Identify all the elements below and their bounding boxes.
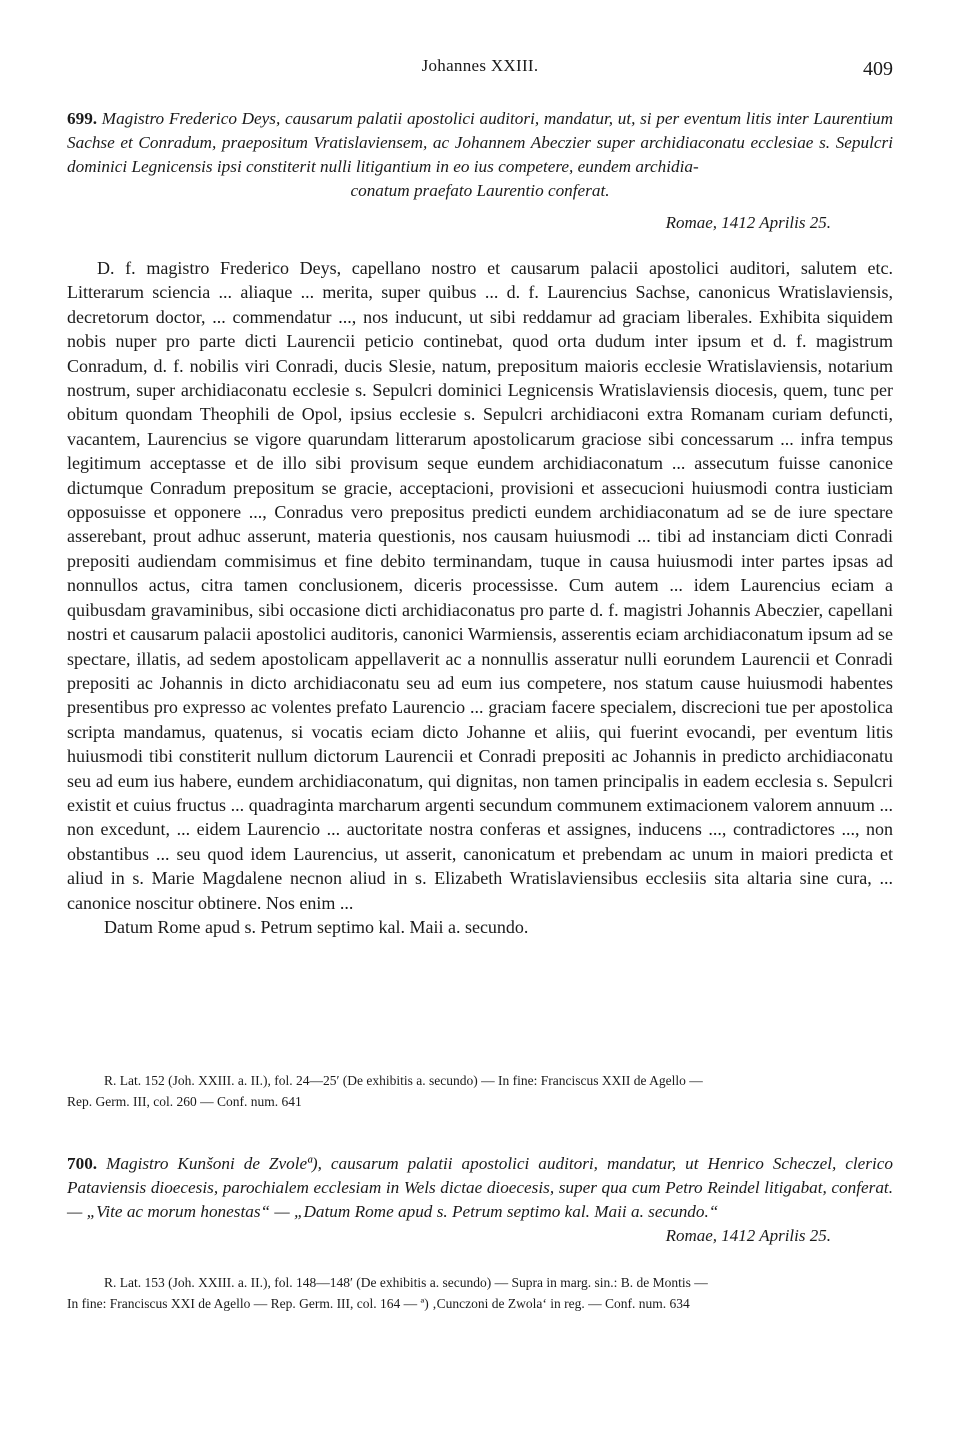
entry-699 [67,107,893,235]
entry-699-date: Romae, 1412 Aprilis 25. [665,213,831,232]
page-number: 409 [863,58,893,80]
entry-699-note [67,1070,893,1112]
entry-699-note-line2: Rep. Germ. III, col. 260 — Conf. num. 641 [67,1094,302,1109]
running-title: Johannes XXIII. [421,56,539,75]
entry-700-note-line2: In fine: Franciscus XXI de Agello — Rep. Germ. III, col. 164 — ª) ‚Cunczoni de Zwola‘ in reg. — Conf. num. 634 [67,1296,690,1311]
entry-699-summary [67,107,893,179]
running-head [67,56,893,86]
entry-700-note-line1: R. Lat. 153 (Joh. XXIII. a. II.), fol. 148—148′ (De exhibitis a. secundo) — Supra in marg. sin.: B. de Montis — [104,1275,708,1290]
entry-699-text [67,256,893,939]
entry-700-number: 700. [67,1154,98,1173]
entry-699-note-line1: R. Lat. 152 (Joh. XXIII. a. II.), fol. 24—25′ (De exhibitis a. secundo) — In fine: Franciscus XXII de Agello — [104,1073,703,1088]
entry-699-body: D. f. magistro Frederico Deys, capellano nostro et causarum palacii apostolici auditori, salutem etc. Litterarum sciencia ... aliaque ... merita, super quibus ... d. f. Laurencius Sachse, canonicus Wratislaviensis, decretorum doctor, ... commendatur ..., nos inducunt, ut sibi reddamur ad graciam liberales. Exhibita siquidem nobis nuper pro parte dicti Laurencii peticio continebat, quod orta dudum inter ipsum et d. f. magistrum Conradum, d. f. nobilis viri Conradi, ducis Slesie, natum, prepositum maioris ecclesie Wratislaviensis, notarium nostrum, super archidiaconatu ecclesie s. Sepulcri dominici Legnicensis Wratislaviensis diocesis, quem, tunc per obitum quondam Theophili de Opol, ipsius ecclesie s. Sepulcri archidiaconi extra Romanam curiam defuncti, vacantem, Laurencius se vigore quarundam litterarum apostolicarum graciose sibi concessarum ... infra tempus legitimum acceptasse et de illo sibi provisum seque eundem archidiaconatum ... assecutum fuisse canonice dictumque Conradum prepositum se gracie, acceptacioni, provisioni et assecucioni huiusmodi contra iusticiam opposuisse et opponere ..., Conradus vero prepositus predicti eundem archidiaconatum ad se de iure spectare asserebant, prout adhuc asserunt, materia questionis, nos causam huiusmodi ... tibi ad instanciam dicti Conradi prepositi audiendam commisimus et fine debito terminandam, tuque in causa huiusmodi inter partes ipsas ad nonnullos actus, citra tamen conclusionem, diceris processisse. Cum autem ... idem Laurencius eciam a quibusdam gravaminibus, sibi occasione dicti archidiaconatus pro parte d. f. magistri Johannis Abeczier, capellani nostri et causarum palacii apostolici auditoris, canonici Warmiensis, asserentis eciam archidiaconatum ipsum ad se spectare, illatis, ad sedem apostolicam appellaverit ac a nonnullis asseratur nulli eorundem Laurencii et Conradi prepositi ac Johannis in dicto archidiaconatu seu ad eum ius competere, nos statum cause huiusmodi habentes presentibus pro expresso ac volentes prefato Laurencio ... graciam facere specialem, discrecioni tue per apostolica scripta mandamus, quatenus, si vocatis eciam dicto Johanne et aliis, qui fuerint evocandi, per eventum litis huiusmodi tibi constiterit nullum dictorum Laurencii et Conradi prepositi ac Johannis in predicto archidiaconatu seu ad eum ius habere, eundem archidiaconatum, qui dignitas, non tamen principalis in eadem ecclesia s. Sepulcri existit et cuius fructus ... quadraginta marcharum argenti secundum communem extimacionem valorem annuum ... non excedunt, ... eidem Laurencio ... auctoritate nostra conferas et assignes, inducens ..., contradictores ..., non obstantibus ... seu quod idem Laurencius, ut asserit, canonicatum et prebendam ac unum in maiori predicta et aliud in s. Marie Magdalene necnon aliud in s. Elizabeth Wratislaviensibus ecclesiis sita altaria sine cura, ... canonice noscitur obtinere. Nos enim ... [67,258,893,913]
entry-700-summary [67,1152,893,1224]
entry-700-date: Romae, 1412 Aprilis 25. [665,1226,831,1245]
entry-699-number: 699. [67,109,98,128]
entry-700-summary-text: Magistro Kunšoni de Zvoleª), causarum palatii apostolici auditori, mandatur, ut Henrico Scheczel, clerico Pataviensis dioecesis, parochialem ecclesiam in Wels dictae dioecesis, super qua cum Petro Reindel litigabat, conferat. — „Vite ac morum honestas“ — „Datum Rome apud s. Petrum septimo kal. Maii a. secundo.“ [67,1154,893,1221]
entry-699-datum: Datum Rome apud s. Petrum septimo kal. Maii a. secundo. [104,916,529,937]
entry-699-summary-last: conatum praefato Laurentio conferat. [350,181,610,200]
entry-700 [67,1152,893,1248]
entry-700-note [67,1272,893,1314]
entry-699-summary-text: Magistro Frederico Deys, causarum palatii apostolici auditori, mandatur, ut, si per eventum litis inter Laurentium Sachse et Conradum, praepositum Vratislaviensem, ac Johannem Abeczier super archidiaconatu ecclesiae s. Sepulcri dominici Legnicensis ipsi constiterit nulli litigantium in eo ius competere, eundem archidia- [67,109,893,176]
